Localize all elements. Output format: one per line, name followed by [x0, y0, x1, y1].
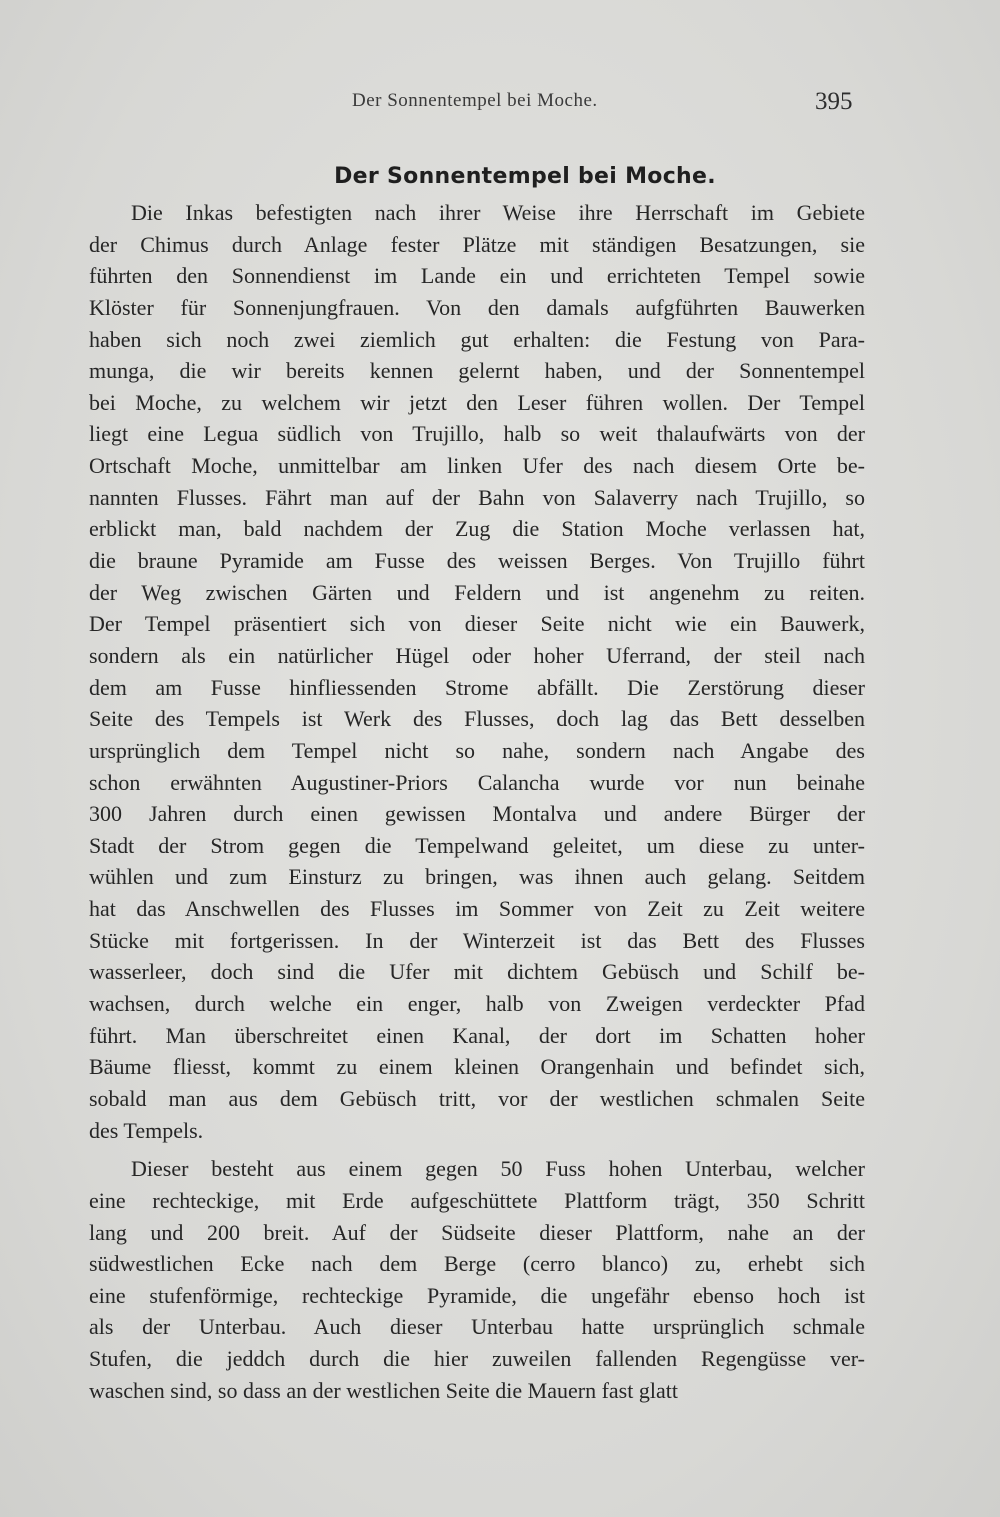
text-line: bei Moche, zu welchem wir jetzt den Leser führen wollen. Der Tempel — [89, 389, 865, 415]
text-line: wachsen, durch welche ein enger, halb von Zweigen verdeckter Pfad — [89, 991, 865, 1017]
running-header — [0, 88, 1000, 118]
text-line: als der Unterbau. Auch dieser Unterbau hatte ursprünglich schmale — [89, 1314, 865, 1340]
text-line: wasserleer, doch sind die Ufer mit dichtem Gebüsch und Schilf be- — [89, 959, 865, 985]
text-line: die braune Pyramide am Fusse des weissen Berges. Von Trujillo führt — [89, 548, 865, 574]
text-line: sobald man aus dem Gebüsch tritt, vor der westlichen schmalen Seite — [89, 1085, 865, 1111]
paragraph — [89, 197, 865, 1146]
text-line: eine rechteckige, mit Erde aufgeschüttete Plattform trägt, 350 Schritt — [89, 1187, 865, 1213]
text-line: lang und 200 breit. Auf der Südseite dieser Plattform, nahe an der — [89, 1219, 865, 1245]
text-line: dem am Fusse hinfliessenden Strome abfällt. Die Zerstörung dieser — [89, 674, 865, 700]
text-line: Bäume fliesst, kommt zu einem kleinen Orangenhain und befindet sich, — [89, 1054, 865, 1080]
text-line: eine stufenförmige, rechteckige Pyramide, die ungefähr ebenso hoch ist — [89, 1282, 865, 1308]
text-line: des Tempels. — [89, 1117, 204, 1143]
paragraph — [89, 1153, 865, 1406]
paragraph-gap — [89, 1146, 865, 1153]
text-line: wühlen und zum Einsturz zu bringen, was ihnen auch gelang. Seitdem — [89, 864, 865, 890]
text-line: sondern als ein natürlicher Hügel oder hoher Uferrand, der steil nach — [89, 642, 865, 668]
text-line: der Chimus durch Anlage fester Plätze mit ständigen Besatzungen, sie — [89, 231, 865, 257]
text-line: südwestlichen Ecke nach dem Berge (cerro blanco) zu, erhebt sich — [89, 1251, 865, 1277]
text-line: Seite des Tempels ist Werk des Flusses, doch lag das Bett desselben — [89, 706, 865, 732]
text-line: haben sich noch zwei ziemlich gut erhalten: die Festung von Para- — [89, 326, 865, 352]
text-line: Dieser besteht aus einem gegen 50 Fuss hohen Unterbau, welcher — [131, 1156, 865, 1182]
text-line: Der Tempel präsentiert sich von dieser Seite nicht wie ein Bauwerk, — [89, 611, 865, 637]
section-title: Der Sonnentempel bei Moche. — [334, 164, 716, 189]
text-line: schon erwähnten Augustiner-Priors Calancha wurde vor nun beinahe — [89, 769, 865, 795]
text-line: Klöster für Sonnenjungfrauen. Von den damals aufgführten Bauwerken — [89, 294, 865, 320]
text-line: erblickt man, bald nachdem der Zug die Station Moche verlassen hat, — [89, 516, 865, 542]
text-line: Ortschaft Moche, unmittelbar am linken Ufer des nach diesem Orte be- — [89, 453, 865, 479]
text-line: führt. Man überschreitet einen Kanal, der dort im Schatten hoher — [89, 1022, 865, 1048]
text-line: führten den Sonnendienst im Lande ein und errichteten Tempel sowie — [89, 263, 865, 289]
text-line: liegt eine Legua südlich von Trujillo, halb so weit thalaufwärts von der — [89, 421, 865, 447]
text-line: Stadt der Strom gegen die Tempelwand geleitet, um diese zu unter- — [89, 832, 865, 858]
text-line: munga, die wir bereits kennen gelernt haben, und der Sonnentempel — [89, 358, 865, 384]
text-line: waschen sind, so dass an der westlichen Seite die Mauern fast glatt — [89, 1377, 678, 1403]
text-line: ursprünglich dem Tempel nicht so nahe, sondern nach Angabe des — [89, 737, 865, 763]
text-line: Die Inkas befestigten nach ihrer Weise ihre Herrschaft im Gebiete — [131, 200, 865, 225]
text-line: nannten Flusses. Fährt man auf der Bahn von Salaverry nach Trujillo, so — [89, 484, 865, 510]
text-line: hat das Anschwellen des Flusses im Sommer von Zeit zu Zeit weitere — [89, 896, 865, 922]
body-text — [89, 197, 865, 1406]
page-number: 395 — [815, 88, 853, 115]
text-line: Stufen, die jeddch durch die hier zuweilen fallenden Regengüsse ver- — [89, 1346, 865, 1372]
text-line: der Weg zwischen Gärten und Feldern und ist angenehm zu reiten. — [89, 579, 865, 605]
text-line: 300 Jahren durch einen gewissen Montalva und andere Bürger der — [89, 801, 865, 827]
running-title: Der Sonnentempel bei Moche. — [352, 90, 598, 111]
text-line: Stücke mit fortgerissen. In der Winterzeit ist das Bett des Flusses — [89, 927, 865, 953]
